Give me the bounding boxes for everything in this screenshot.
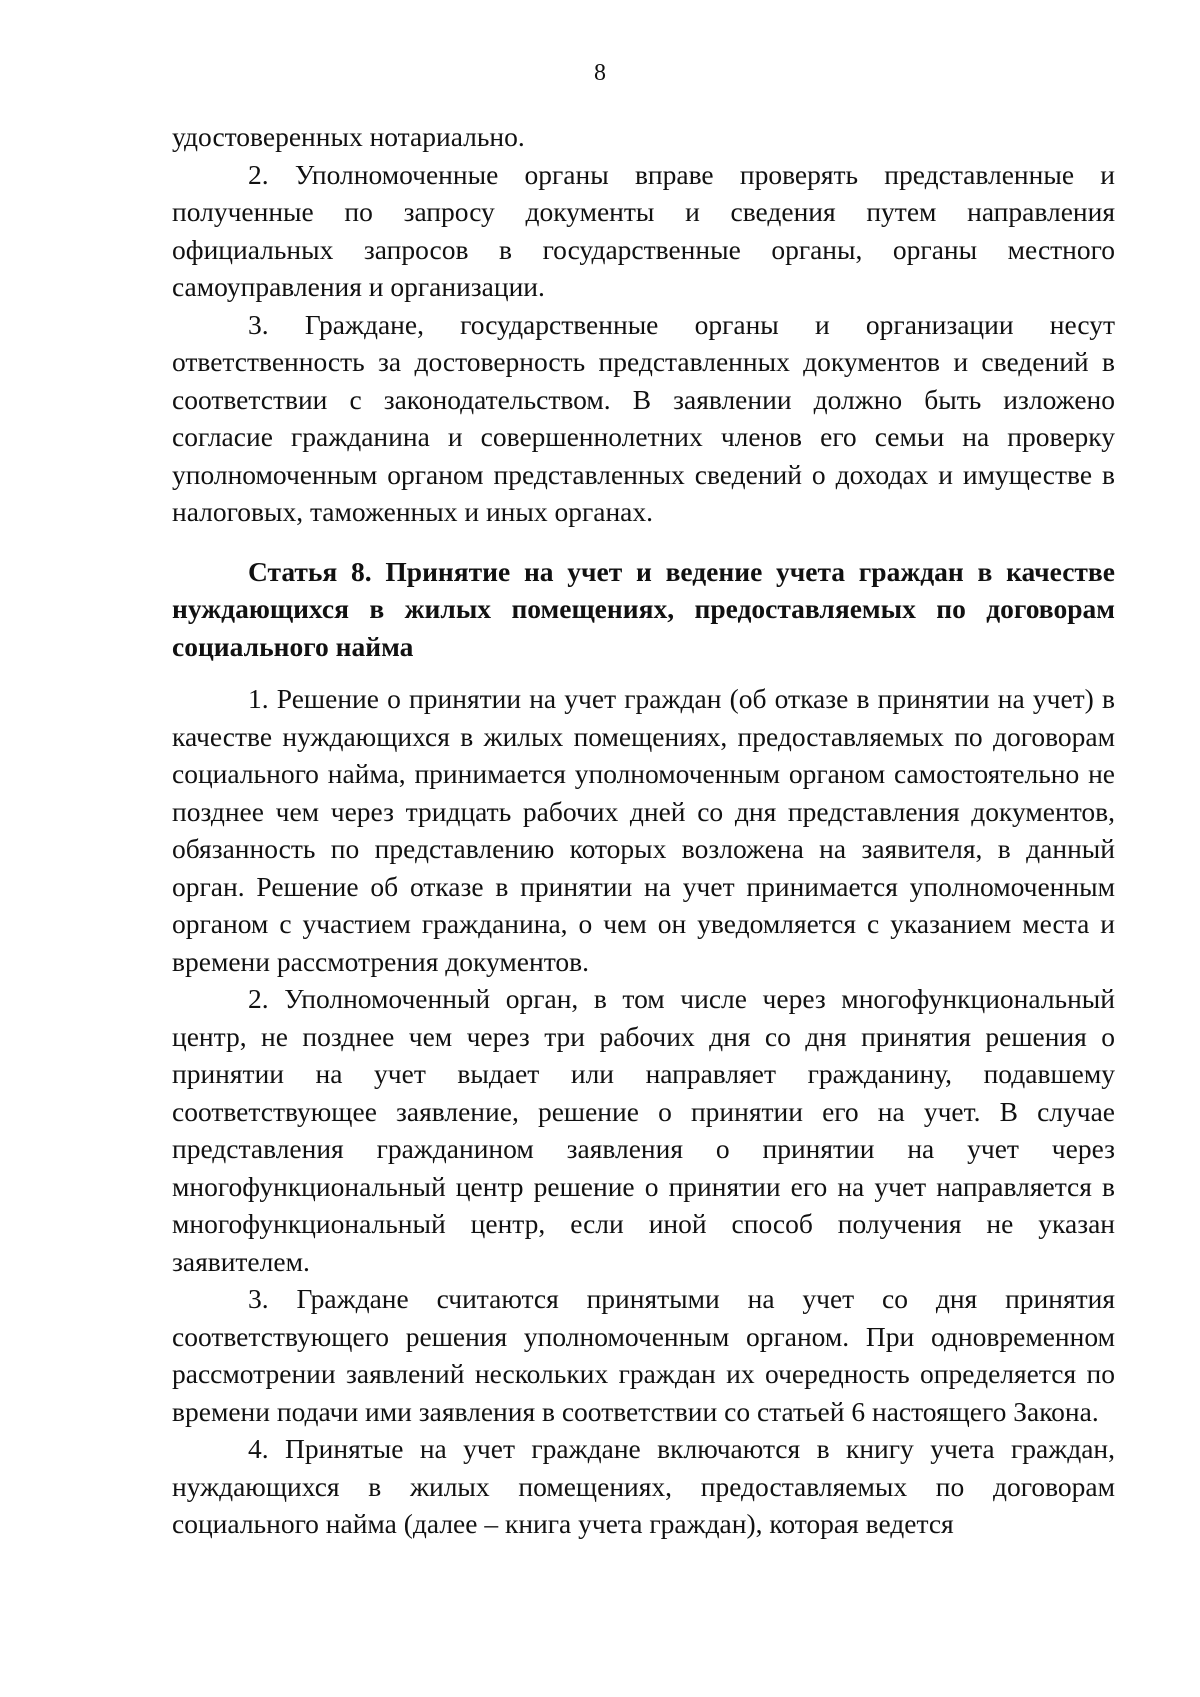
spacer [172,665,1115,680]
document-body [172,118,1115,1543]
article-paragraph-3: 3. Граждане считаются принятыми на учет со дня принятия соответствующего решения уполномоченным органом. При одновременном рассмотрении заявлений нескольких граждан их очередность определяется по времени подачи ими заявления в соответствии со статьей 6 настоящего Закона. [172,1283,1115,1427]
article-paragraph-4: 4. Принятые на учет граждане включаются в книгу учета граждан, нуждающихся в жилых помещениях, предоставляемых по договорам социального найма (далее – книга учета граждан), которая ведется [172,1433,1115,1539]
article-heading: Статья 8. Принятие на учет и ведение учета граждан в качестве нуждающихся в жилых помещениях, предоставляемых по договорам социального найма [172,555,1115,662]
spacer [172,531,1115,553]
page-number: 8 [594,60,606,86]
paragraph-3: 3. Граждане, государственные органы и организации несут ответственность за достоверность представленных документов и сведений в соответствии с законодательством. В заявлении должно быть изложено согласие гражданина и совершеннолетних членов его семьи на проверку уполномоченным органом представленных сведений о доходах и имуществе в налоговых, таможенных и иных органах. [172,308,1115,527]
intro-paragraph: удостоверенных нотариально. [172,121,525,152]
article-paragraph-2: 2. Уполномоченный орган, в том числе через многофункциональный центр, не позднее чем через три рабочих дня со дня принятия решения о принятии на учет выдает или направляет гражданину, подавшему соответствующее заявление, решение о принятии его на учет. В случае представления гражданином заявления о принятии на учет через многофункциональный центр решение о принятии его на учет направляется в многофункциональный центр, если иной способ получения не указан заявителем. [172,983,1115,1277]
paragraph-2: 2. Уполномоченные органы вправе проверять представленные и полученные по запросу документы и сведения путем направления официальных запросов в государственные органы, органы местного самоуправления и организации. [172,158,1115,302]
article-paragraph-1: 1. Решение о принятии на учет граждан (об отказе в принятии на учет) в качестве нуждающихся в жилых помещениях, предоставляемых по договорам социального найма, принимается уполномоченным органом самостоятельно не позднее чем через тридцать рабочих дней со дня представления документов, обязанность по представлению которых возложена на заявителя, в данный орган. Решение об отказе в принятии на учет принимается уполномоченным органом с участием гражданина, о чем он уведомляется с указанием места и времени рассмотрения документов. [172,683,1115,977]
